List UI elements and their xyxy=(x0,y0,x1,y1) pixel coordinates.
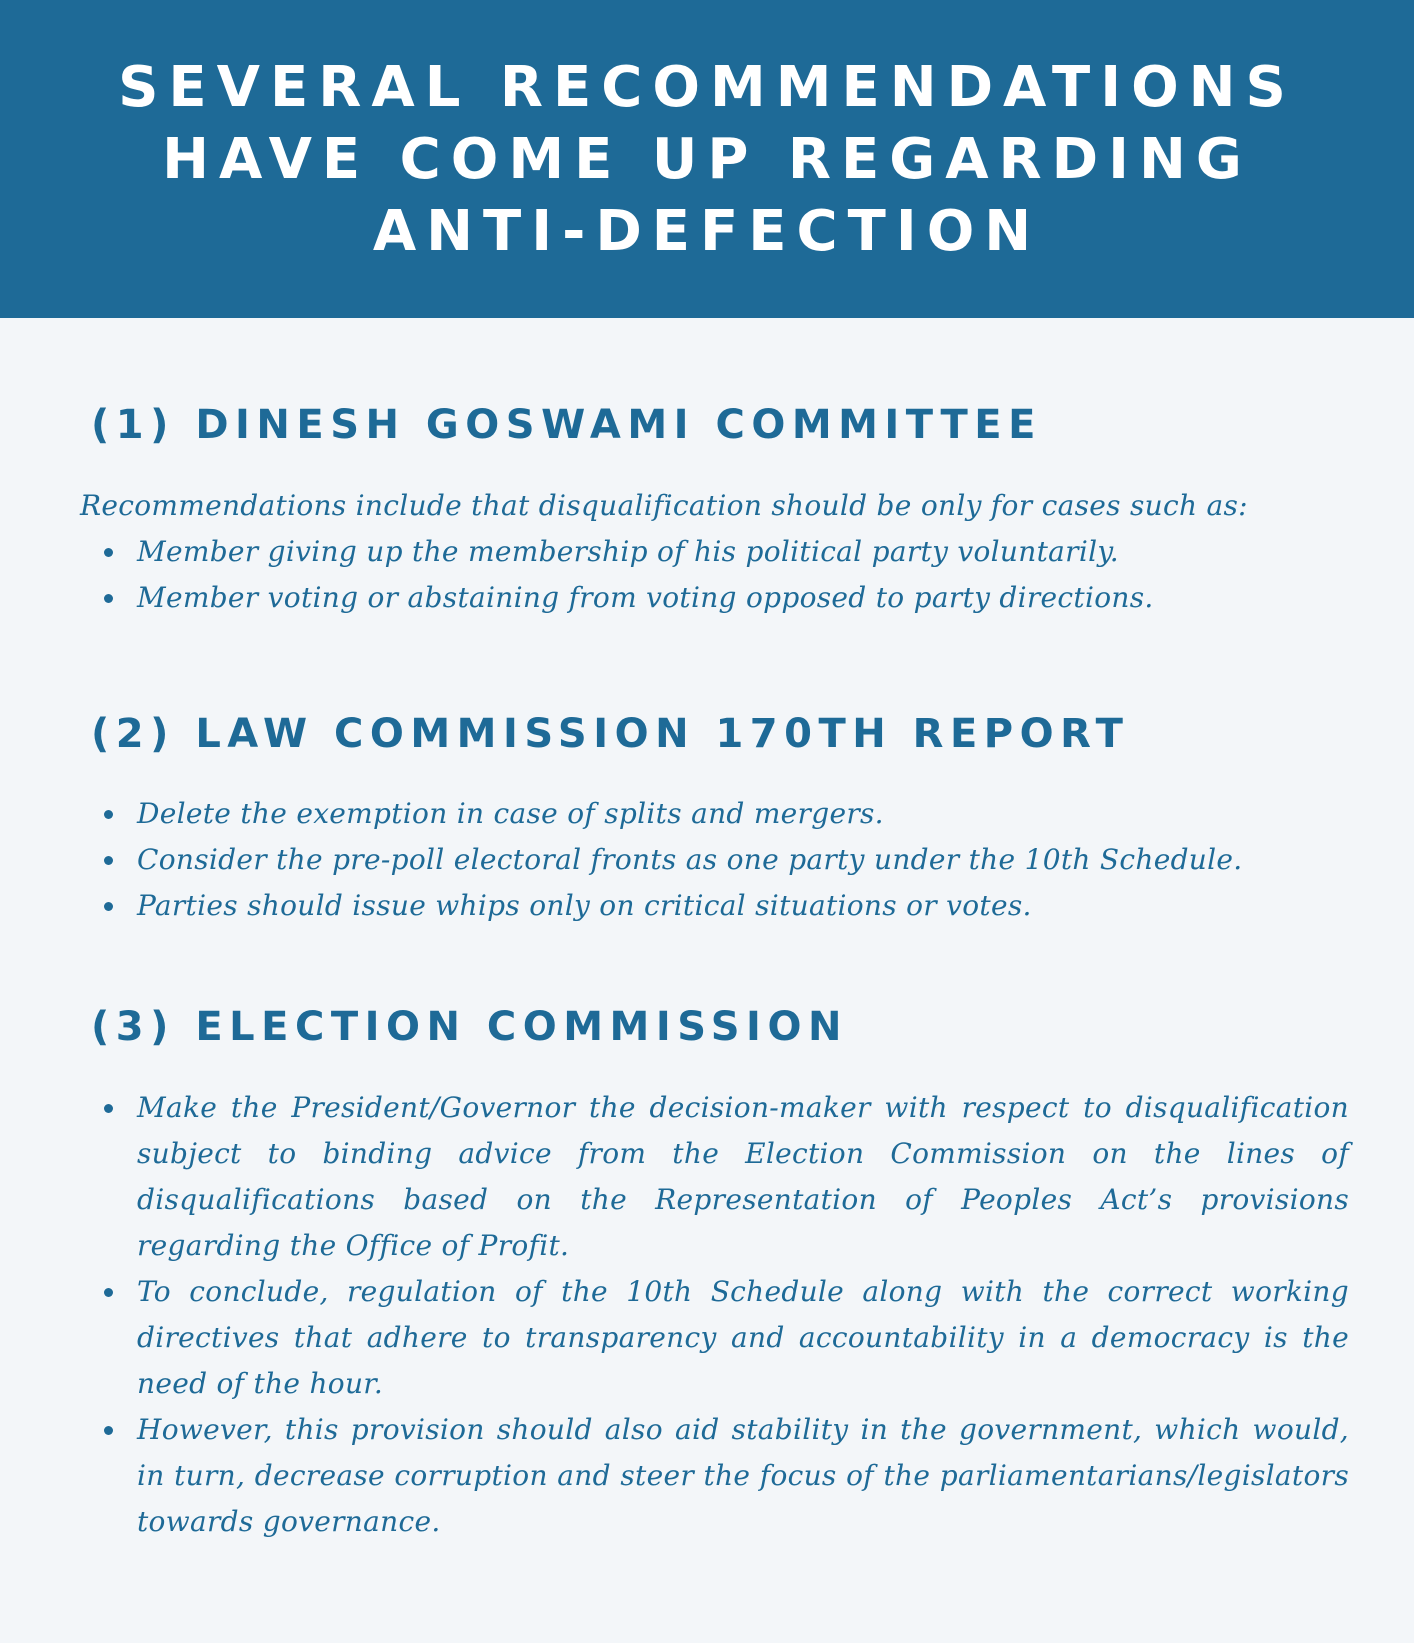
bullet-icon xyxy=(104,1104,113,1113)
bullet-icon xyxy=(104,856,113,865)
list-item-text: Make the President/Governor the decision-maker with respect to disqualification subject to binding advice from the Election Commission on the lines of disqualifications based on the Representation of Peoples Act’s provisions regarding the Office of Profit. xyxy=(137,1091,1349,1262)
page-title xyxy=(0,52,1414,268)
section-heading: (3) ELECTION COMMISSION xyxy=(91,1004,848,1050)
section-heading: (1) DINESH GOSWAMI COMMITTEE xyxy=(91,402,1042,448)
bullet-icon xyxy=(104,902,113,911)
list-item-text: Consider the pre-poll electoral fronts as one party under the 10th Schedule. xyxy=(137,843,1243,876)
title-line-1: SEVERAL RECOMMENDATIONS xyxy=(118,55,1296,120)
bullet-icon xyxy=(104,810,113,819)
list-item xyxy=(0,1085,1349,1269)
bullet-icon xyxy=(104,594,113,603)
list-item xyxy=(0,1269,1349,1407)
list-item-text: To conclude, regulation of the 10th Schedule along with the correct working directives that adhere to transparency and accountability in a democracy is the need of the hour. xyxy=(137,1275,1349,1400)
bullet-icon xyxy=(104,1288,113,1297)
list-item xyxy=(0,1407,1349,1545)
section-intro: Recommendations include that disqualification should be only for cases such as: xyxy=(80,489,1248,522)
list-item xyxy=(0,883,1349,929)
list-item xyxy=(0,837,1349,883)
bullet-list-election-commission xyxy=(0,1085,1349,1545)
title-banner xyxy=(0,0,1414,318)
bullet-list-goswami xyxy=(0,529,1349,621)
title-line-2: HAVE COME UP REGARDING xyxy=(162,127,1252,192)
bullet-list-law-commission xyxy=(0,791,1349,929)
list-item xyxy=(0,575,1349,621)
list-item xyxy=(0,529,1349,575)
title-line-3: ANTI-DEFECTION xyxy=(372,199,1042,264)
bullet-icon xyxy=(104,548,113,557)
list-item-text: Member giving up the membership of his political party voluntarily. xyxy=(137,535,1119,568)
list-item-text: Parties should issue whips only on critical situations or votes. xyxy=(137,889,1032,922)
list-item xyxy=(0,791,1349,837)
section-heading: (2) LAW COMMISSION 170TH REPORT xyxy=(91,711,1130,757)
list-item-text: Delete the exemption in case of splits and mergers. xyxy=(137,797,884,830)
bullet-icon xyxy=(104,1426,113,1435)
list-item-text: However, this provision should also aid stability in the government, which would, in turn, decrease corruption and steer the focus of the parliamentarians/legislators towards governance. xyxy=(137,1413,1349,1538)
list-item-text: Member voting or abstaining from voting opposed to party directions. xyxy=(137,581,1154,614)
